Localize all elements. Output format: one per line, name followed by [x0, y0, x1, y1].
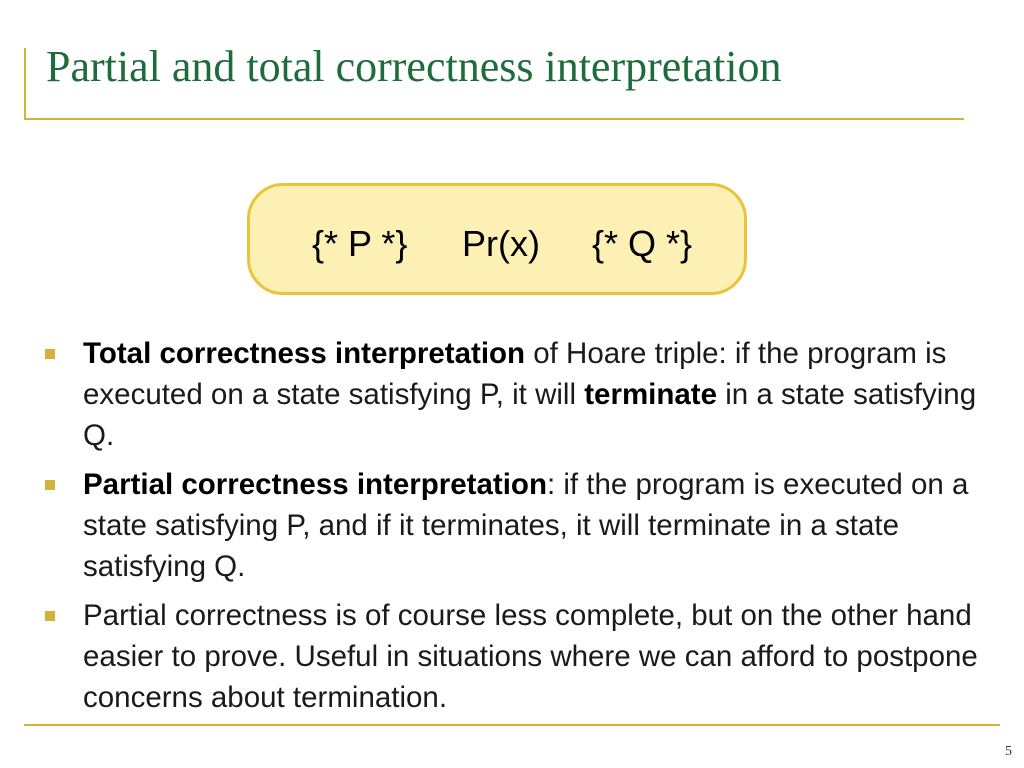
footer-rule — [24, 724, 1000, 726]
bullet-text: of Hoare triple: if the program is executed on a state satisfying P, it will — [83, 337, 947, 411]
term-terminate: terminate — [584, 378, 718, 411]
hoare-triple-box — [247, 183, 747, 295]
bullet-partial-correctness — [0, 464, 1024, 587]
bullet-comparison — [0, 595, 1024, 718]
bullet-text: : if the program is executed on a state satisfying P, and if it terminates, it will terminate in a state satisfying Q. — [83, 468, 969, 583]
slide-number: 5 — [1005, 744, 1012, 759]
bullet-square-icon — [45, 349, 55, 359]
title-bottom-rule — [24, 118, 964, 120]
slide-title: Partial and total correctness interpretation — [46, 42, 782, 91]
program: Pr(x) — [462, 223, 540, 264]
bullet-list — [0, 333, 1024, 726]
bullet-text: Partial correctness is of course less complete, but on the other hand easier to prove. Useful in situations where we can afford to postpone concerns about termination. — [83, 599, 978, 714]
term-partial-correctness: Partial correctness interpretation — [83, 468, 547, 501]
bullet-square-icon — [45, 611, 55, 621]
title-left-rule — [24, 48, 26, 120]
precondition: {* P *} — [312, 223, 408, 264]
bullet-text: in a state satisfying Q. — [83, 378, 977, 452]
term-total-correctness: Total correctness interpretation — [83, 337, 526, 370]
bullet-total-correctness — [0, 333, 1024, 456]
bullet-square-icon — [45, 480, 55, 490]
postcondition: {* Q *} — [592, 223, 693, 264]
